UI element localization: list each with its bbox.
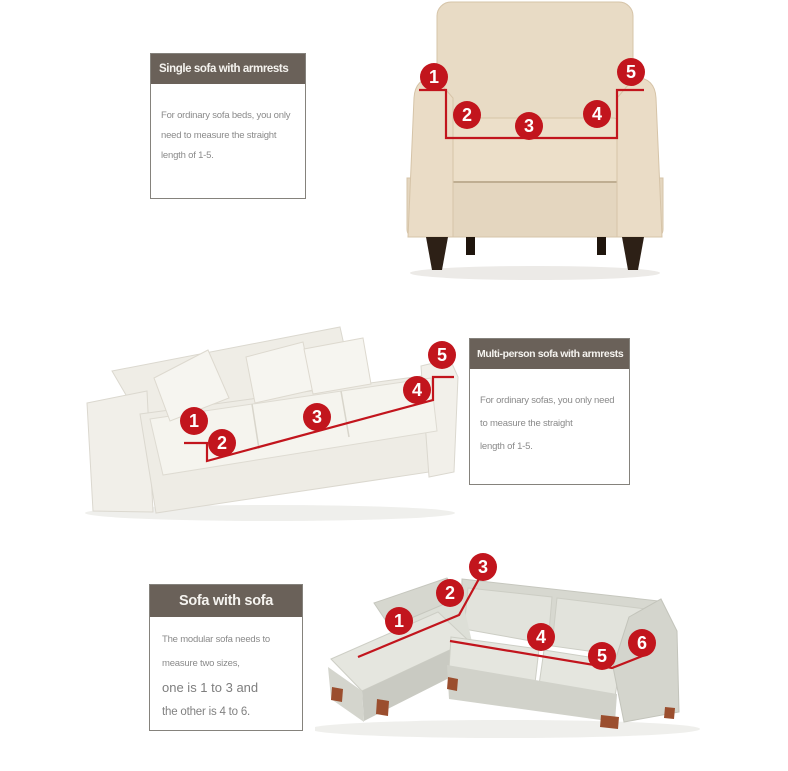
label-body-sectional-sofa <box>150 617 302 718</box>
measure-marker-2: 2 <box>453 101 481 129</box>
label-line: length of 1-5. <box>161 150 214 161</box>
measure-marker-1: 1 <box>385 607 413 635</box>
label-title-sectional-sofa: Sofa with sofa <box>150 585 302 617</box>
label-line: length of 1-5. <box>480 441 533 452</box>
label-line: need to measure the straight <box>161 130 277 141</box>
measure-marker-1: 1 <box>420 63 448 91</box>
measure-marker-5: 5 <box>428 341 456 369</box>
label-box-sectional-sofa <box>149 584 303 731</box>
wood-foot <box>376 699 389 716</box>
label-line: For ordinary sofas, you only need <box>480 395 615 406</box>
label-box-multi-person-sofa <box>469 338 630 485</box>
label-line: one is 1 to 3 and <box>162 680 259 695</box>
measure-marker-2: 2 <box>208 429 236 457</box>
label-box-single-sofa <box>150 53 306 199</box>
label-line: measure two sizes, <box>162 658 240 669</box>
measure-marker-5: 5 <box>588 642 616 670</box>
label-line: the other is 4 to 6. <box>162 706 251 718</box>
armchair-front-leg <box>622 237 644 270</box>
label-title-single-sofa: Single sofa with armrests <box>151 54 305 84</box>
measure-marker-3: 3 <box>469 553 497 581</box>
measure-marker-1: 1 <box>180 407 208 435</box>
armchair-illustration <box>395 0 675 292</box>
label-title-multi-person-sofa: Multi-person sofa with armrests <box>470 339 629 369</box>
measure-marker-4: 4 <box>583 100 611 128</box>
armchair-front-leg <box>426 237 448 270</box>
measure-marker-2: 2 <box>436 579 464 607</box>
label-body-multi-person-sofa <box>470 369 629 453</box>
label-line: The modular sofa needs to <box>162 634 271 645</box>
armchair-right-arm <box>617 77 662 237</box>
label-line: to measure the straight <box>480 418 573 429</box>
floor-shadow <box>315 720 700 738</box>
wood-foot <box>600 715 619 729</box>
armchair-back-leg <box>466 237 475 255</box>
measure-marker-6: 6 <box>628 629 656 657</box>
armchair-back-leg <box>597 237 606 255</box>
wood-foot <box>447 677 458 691</box>
label-body-single-sofa <box>151 84 305 162</box>
floor-shadow <box>410 266 660 280</box>
multi-person-sofa-illustration <box>70 315 470 527</box>
measure-marker-4: 4 <box>527 623 555 651</box>
measure-marker-5: 5 <box>617 58 645 86</box>
wood-foot <box>664 707 675 719</box>
sofa-left-arm <box>87 391 153 512</box>
measure-marker-4: 4 <box>403 376 431 404</box>
wood-foot <box>331 687 343 702</box>
label-line: For ordinary sofa beds, you only <box>161 110 291 121</box>
measure-marker-3: 3 <box>515 112 543 140</box>
measure-marker-3: 3 <box>303 403 331 431</box>
